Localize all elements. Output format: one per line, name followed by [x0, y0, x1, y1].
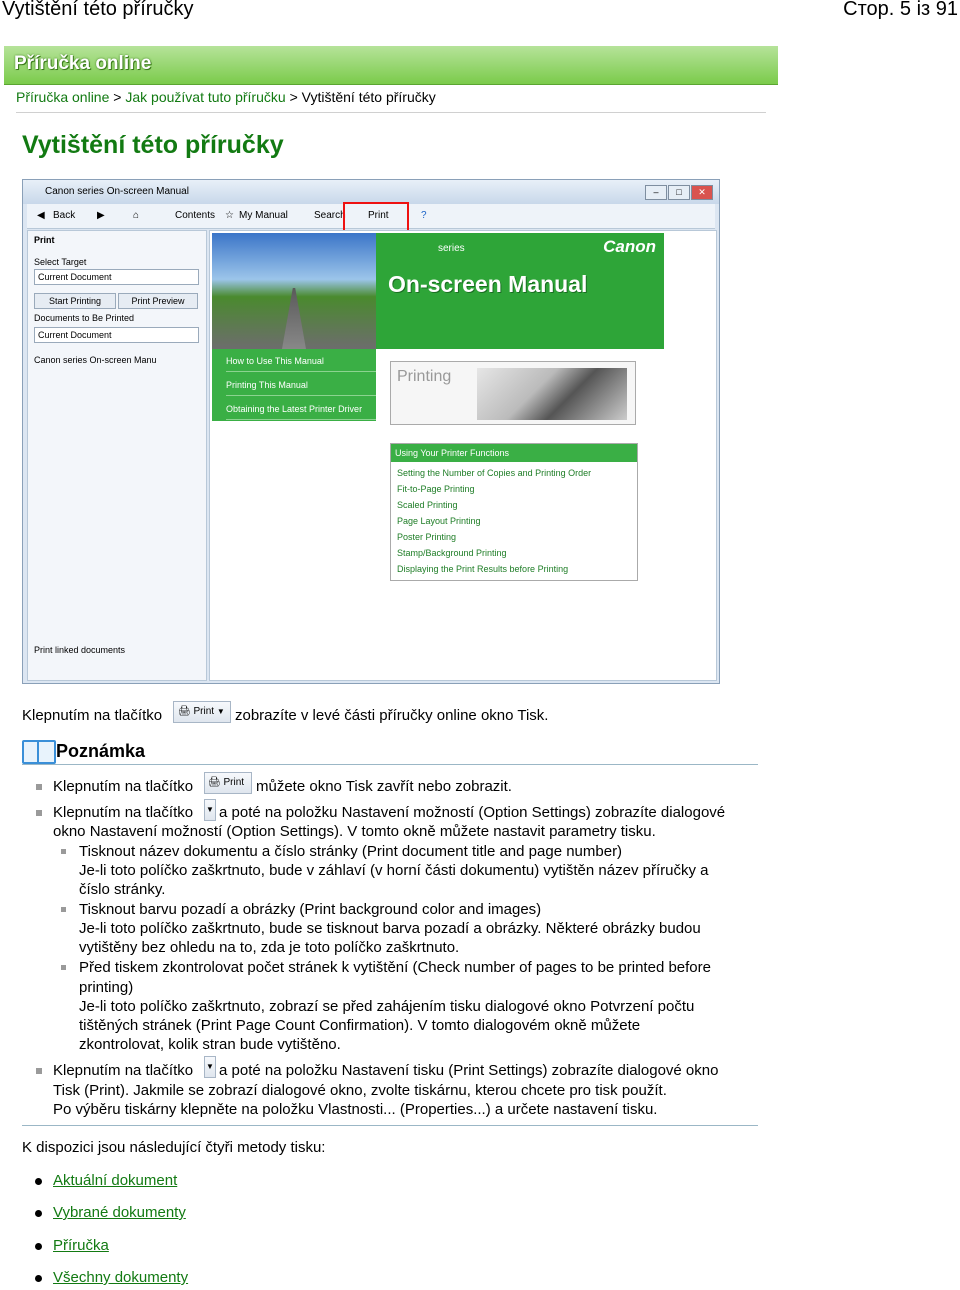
print-button-highlight [343, 202, 409, 232]
manual-header [376, 233, 664, 349]
option-desc: zkontrolovat, kolik stran bude vytištěno. [79, 1036, 341, 1053]
option-desc: vytištěny bez ohledu na to, zda je toto políčko zaškrtnuto. [79, 939, 460, 956]
bullet [36, 810, 42, 816]
note-title: Poznámka [56, 741, 146, 761]
option-desc: Je-li toto políčko zaškrtnuto, bude se tisknout barva pozadí a obrázky. Některé obrázky budou [79, 920, 701, 937]
breadcrumb-current: Vytištění této příručky [301, 89, 436, 105]
function-item: Poster Printing [397, 532, 457, 542]
sub-bullet [61, 849, 66, 854]
option-title: Tisknout barvu pozadí a obrázky (Print background color and images) [79, 901, 542, 918]
window-titlebar [23, 180, 719, 204]
toolbar-back: Back [53, 210, 76, 221]
print-linked-checkbox: Print linked documents [34, 645, 126, 655]
method-link-selected-documents[interactable]: Vybrané dokumenty [53, 1204, 186, 1221]
bullet [36, 784, 42, 790]
start-printing-button: Start Printing [34, 293, 116, 309]
forward-arrow-icon: ▶ [97, 210, 105, 221]
print-header [0, 0, 960, 26]
option-title: Tisknout název dokumentu a číslo stránky (Print document title and page number) [79, 843, 623, 860]
option-desc: číslo stránky. [79, 881, 166, 898]
breadcrumb [16, 89, 436, 105]
methods-intro: K dispozici jsou následující čtyři metody tisku: [22, 1139, 326, 1156]
print-button-image [204, 772, 252, 794]
note-item-text: můžete okno Tisk zavřít nebo zobrazit. [256, 778, 512, 795]
close-icon: ✕ [691, 185, 713, 200]
toolbar-my-manual: My Manual [239, 210, 288, 221]
toolbar-print: Print [368, 210, 389, 221]
method-link-all-documents[interactable]: Všechny dokumenty [53, 1269, 189, 1286]
sub-bullet [61, 907, 66, 912]
bullet [36, 1068, 42, 1074]
divider [22, 1125, 758, 1126]
canon-logo: Canon [603, 237, 656, 256]
bullet [35, 1178, 42, 1185]
printing-banner [390, 361, 636, 425]
manual-nav [212, 349, 376, 421]
page-counter: Стор. 5 із 91 [843, 0, 958, 20]
nav-item: How to Use This Manual [226, 351, 376, 372]
print-pane-title: Print [34, 235, 55, 245]
manual-screenshot [22, 179, 720, 684]
maximize-icon: □ [668, 185, 690, 200]
help-icon: ? [421, 210, 427, 221]
printer-icon: 🖨 [208, 777, 221, 788]
note-item-text: Po výběru tiskárny klepněte na položku Vlastnosti... (Properties...) a určete nastavení tisku. [53, 1101, 658, 1118]
bullet [35, 1210, 42, 1217]
function-item: Fit-to-Page Printing [397, 484, 475, 494]
breadcrumb-separator: > [289, 89, 298, 105]
target-select: Current Document [34, 269, 199, 285]
manual-banner [4, 46, 778, 85]
note-item-text: a poté na položku Nastavení tisku (Print Settings) zobrazíte dialogové okno [219, 1062, 719, 1079]
print-button-label: Print [193, 706, 215, 717]
series-label: series [438, 243, 465, 254]
minimize-icon: – [645, 185, 667, 200]
method-link-current-document[interactable]: Aktuální dokument [53, 1172, 178, 1189]
sub-bullet [61, 965, 66, 970]
option-title: Před tiskem zkontrolovat počet stránek k vytištění (Check number of pages to be printed before [79, 959, 711, 976]
print-preview-button: Print Preview [118, 293, 198, 309]
banner-title: Příručka online [14, 53, 152, 74]
chevron-down-icon: ▼ [216, 707, 225, 716]
home-icon: ⌂ [133, 210, 140, 221]
functions-box [390, 443, 638, 581]
print-pane [27, 230, 207, 681]
breadcrumb-link-manual[interactable]: Příručka online [16, 89, 110, 105]
select-target-label: Select Target [34, 257, 87, 267]
option-desc: tištěných stránek (Print Page Count Confirmation). V tomto dialogovém okně můžete [79, 1017, 641, 1034]
back-arrow-icon: ◀ [37, 210, 45, 221]
star-icon: ☆ [225, 210, 234, 221]
page-title: Vytištění této příručky [22, 131, 284, 159]
documents-field: Current Document [34, 327, 199, 343]
printer-photo [477, 368, 627, 420]
breadcrumb-link-how-to-use[interactable]: Jak používat tuto příručku [125, 89, 286, 105]
print-button-label: Print [223, 777, 245, 788]
document-list-item: Canon series On-screen Manu [34, 355, 157, 365]
bullet [35, 1275, 42, 1282]
window-title: Canon series On-screen Manual [45, 186, 189, 197]
divider [22, 764, 758, 765]
option-desc: Je-li toto políčko zaškrtnuto, zobrazí se před zahájením tisku dialogové okno Potvrzení počtu [79, 998, 695, 1015]
road-image [212, 233, 376, 349]
note-item-text: Klepnutím na tlačítko [53, 778, 194, 795]
documents-label: Documents to Be Printed [34, 313, 135, 323]
method-link-manual[interactable]: Příručka [53, 1237, 109, 1254]
manual-title: On-screen Manual [388, 271, 588, 297]
doc-title: Vytištění této příručky [2, 0, 194, 20]
note-item-text: a poté na položku Nastavení možností (Option Settings) zobrazíte dialogové [219, 804, 726, 821]
printer-icon: 🖨 [178, 706, 191, 717]
dropdown-arrow-icon: ▼ [204, 1056, 216, 1078]
intro-text-after: zobrazíte v levé části příručky online okno Tisk. [235, 707, 549, 724]
note-item-text: okno Nastavení možností (Option Settings). V tomto okně můžete nastavit parametry tisku. [53, 823, 656, 840]
nav-item: Printing This Manual [226, 375, 376, 396]
toolbar-contents: Contents [175, 210, 216, 221]
manual-page-preview [209, 230, 717, 681]
option-title: printing) [79, 979, 134, 996]
note-item-text: Tisk (Print). Jakmile se zobrazí dialogové okno, zvolte tiskárnu, kterou chcete pro tisk použít. [53, 1082, 667, 1099]
bullet [35, 1243, 42, 1250]
note-item-text: Klepnutím na tlačítko [53, 804, 194, 821]
function-item: Page Layout Printing [397, 516, 481, 526]
function-item: Displaying the Print Results before Printing [397, 564, 569, 574]
divider [16, 112, 766, 113]
print-button-image [173, 701, 231, 723]
note-item-text: Klepnutím na tlačítko [53, 1062, 194, 1079]
function-item: Stamp/Background Printing [397, 548, 507, 558]
function-item: Scaled Printing [397, 500, 458, 510]
toolbar-search: Search [314, 210, 346, 221]
functions-heading: Using Your Printer Functions [391, 444, 637, 462]
intro-text-before: Klepnutím na tlačítko [22, 707, 163, 724]
breadcrumb-separator: > [113, 89, 122, 105]
function-item: Setting the Number of Copies and Printing Order [397, 468, 592, 478]
note-book-icon [22, 740, 56, 764]
option-desc: Je-li toto políčko zaškrtnuto, bude v záhlaví (v horní části dokumentu) vytištěn název příručky a [79, 862, 709, 879]
printing-label: Printing [397, 368, 452, 385]
nav-item: Obtaining the Latest Printer Driver [226, 399, 376, 420]
dropdown-arrow-icon: ▼ [204, 799, 216, 821]
